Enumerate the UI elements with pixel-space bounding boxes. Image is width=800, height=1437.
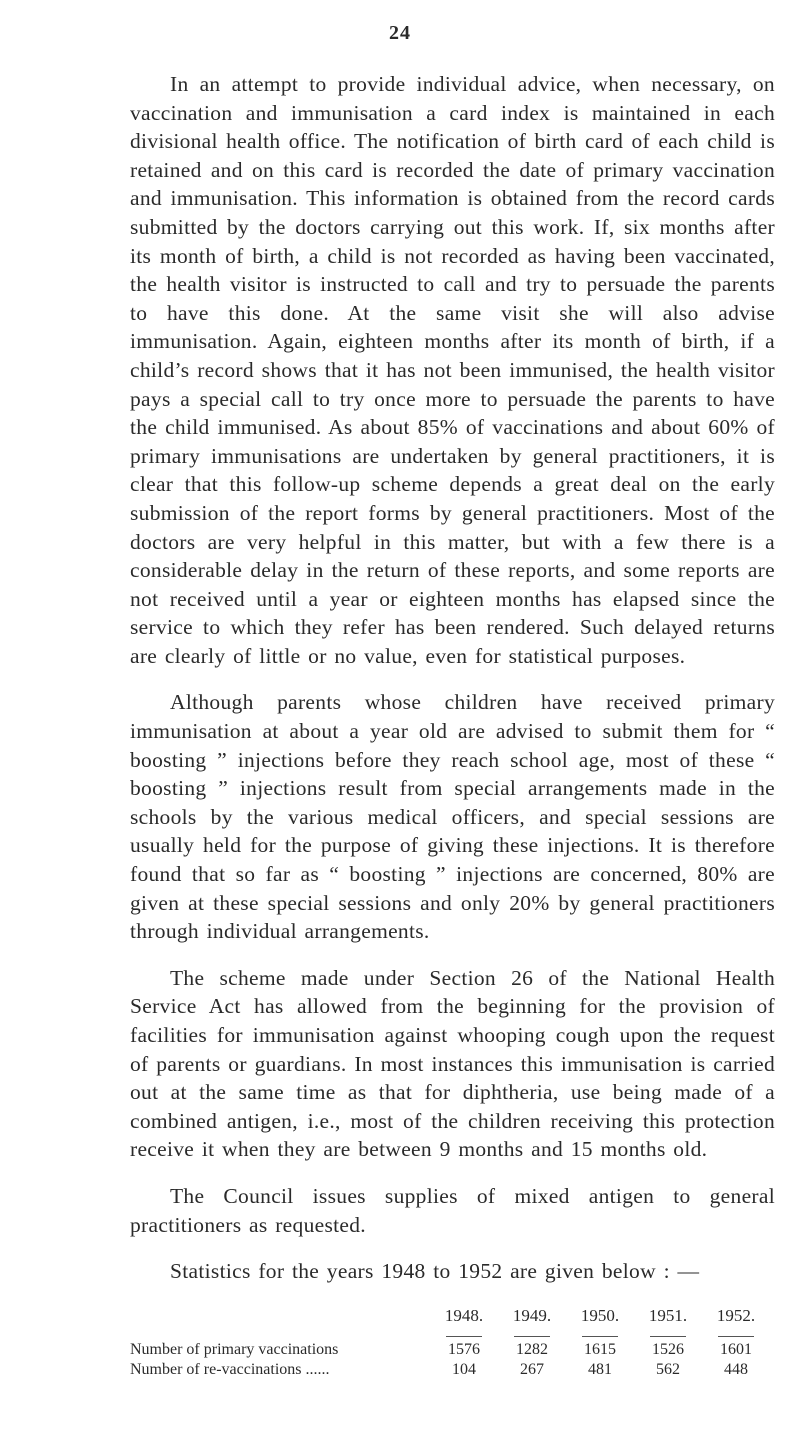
table-cell: 562 — [656, 1361, 680, 1378]
table-header-blank — [130, 1306, 430, 1332]
body-text — [130, 70, 775, 1304]
table-row-re-vaccinations — [130, 1360, 770, 1380]
header-rule — [650, 1336, 686, 1337]
header-rule — [582, 1336, 618, 1337]
table-row-primary-vaccinations — [130, 1340, 770, 1360]
header-rule — [514, 1336, 550, 1337]
table-header-row — [130, 1306, 770, 1332]
table-cell: 1615 — [584, 1341, 616, 1358]
table-rule-row — [130, 1332, 770, 1340]
table-cell: 448 — [724, 1361, 748, 1378]
table-cell: 481 — [588, 1361, 612, 1378]
table-cell: 267 — [520, 1361, 544, 1378]
paragraph-whooping-cough: The scheme made under Section 26 of the National Health Service Act has allowed from the beginning for the provision of facilities for immunisation against whooping cough upon the request of parents or guardians. In most instances this immunisation is carried out at the same time as that for diphtheria, use being made of a combined antigen, i.e., most of the children receiving this protection receive it when they are between 9 months and 15 months old. — [130, 965, 775, 1162]
row-label: Number of primary vaccinations — [130, 1341, 339, 1358]
table-cell: 1601 — [720, 1341, 752, 1358]
year-header: 1948. — [444, 1306, 484, 1325]
year-header: 1950. — [580, 1306, 620, 1325]
paragraph-boosting: Although parents whose children have received primary immunisation at about a year old are advised to submit them for “ boosting ” injections before they reach school age, most of these “ boosting ” injections result from special arrangements made in the schools by the various medical officers, and special sessions are usually held for the purpose of giving these injections. It is therefore found that so far as “ boosting ” injections are concerned, 80% are given at these special sessions and only 20% by general practitioners through individual arrangements. — [130, 690, 775, 944]
table-cell: 1526 — [652, 1341, 684, 1358]
year-header: 1952. — [716, 1306, 756, 1325]
paragraph-council-supplies: The Council issues supplies of mixed antigen to general practitioners as requested. — [130, 1183, 775, 1237]
year-header: 1949. — [512, 1306, 552, 1325]
row-label: Number of re-vaccinations ...... — [130, 1361, 330, 1378]
paragraph-card-index: In an attempt to provide individual advice, when necessary, on vaccination and immunisation a card index is maintained in each divisional health office. The notification of birth card of each child is retained and on this card is recorded the date of primary vaccination and immunisation. This information is obtained from the record cards submitted by the doctors carrying out this work. If, six months after its month of birth, a child is not recorded as having been vaccinated, the health visitor is instructed to call and try to persuade the parents to have this done. At the same visit she will also advise immunisation. Again, eighteen months after its month of birth, if a child’s record shows that it has not been immunised, the health visitor pays a special call to try once more to persuade the parents to have the child immunised. As about 85% of vaccinations and about 60% of primary immunisations are undertaken by general practitioners, it is clear that this follow-up scheme depends a great deal on the early submission of the report forms by general practitioners. Most of the doctors are very helpful in this matter, but with a few there is a considerable delay in the return of these reports, and some reports are not received until a year or eighteen months has elapsed since the service to which they refer has been rendered. Such delayed returns are clearly of little or no value, even for statistical purposes. — [130, 72, 775, 668]
statistics-table — [130, 1306, 770, 1380]
page-number: 24 — [389, 22, 411, 44]
header-rule — [446, 1336, 482, 1337]
table-cell: 1282 — [516, 1341, 548, 1358]
paragraph-statistics-intro: Statistics for the years 1948 to 1952 are given below : — — [170, 1259, 700, 1284]
year-header: 1951. — [648, 1306, 688, 1325]
table-cell: 1576 — [448, 1341, 480, 1358]
header-rule — [718, 1336, 754, 1337]
table-cell: 104 — [452, 1361, 476, 1378]
